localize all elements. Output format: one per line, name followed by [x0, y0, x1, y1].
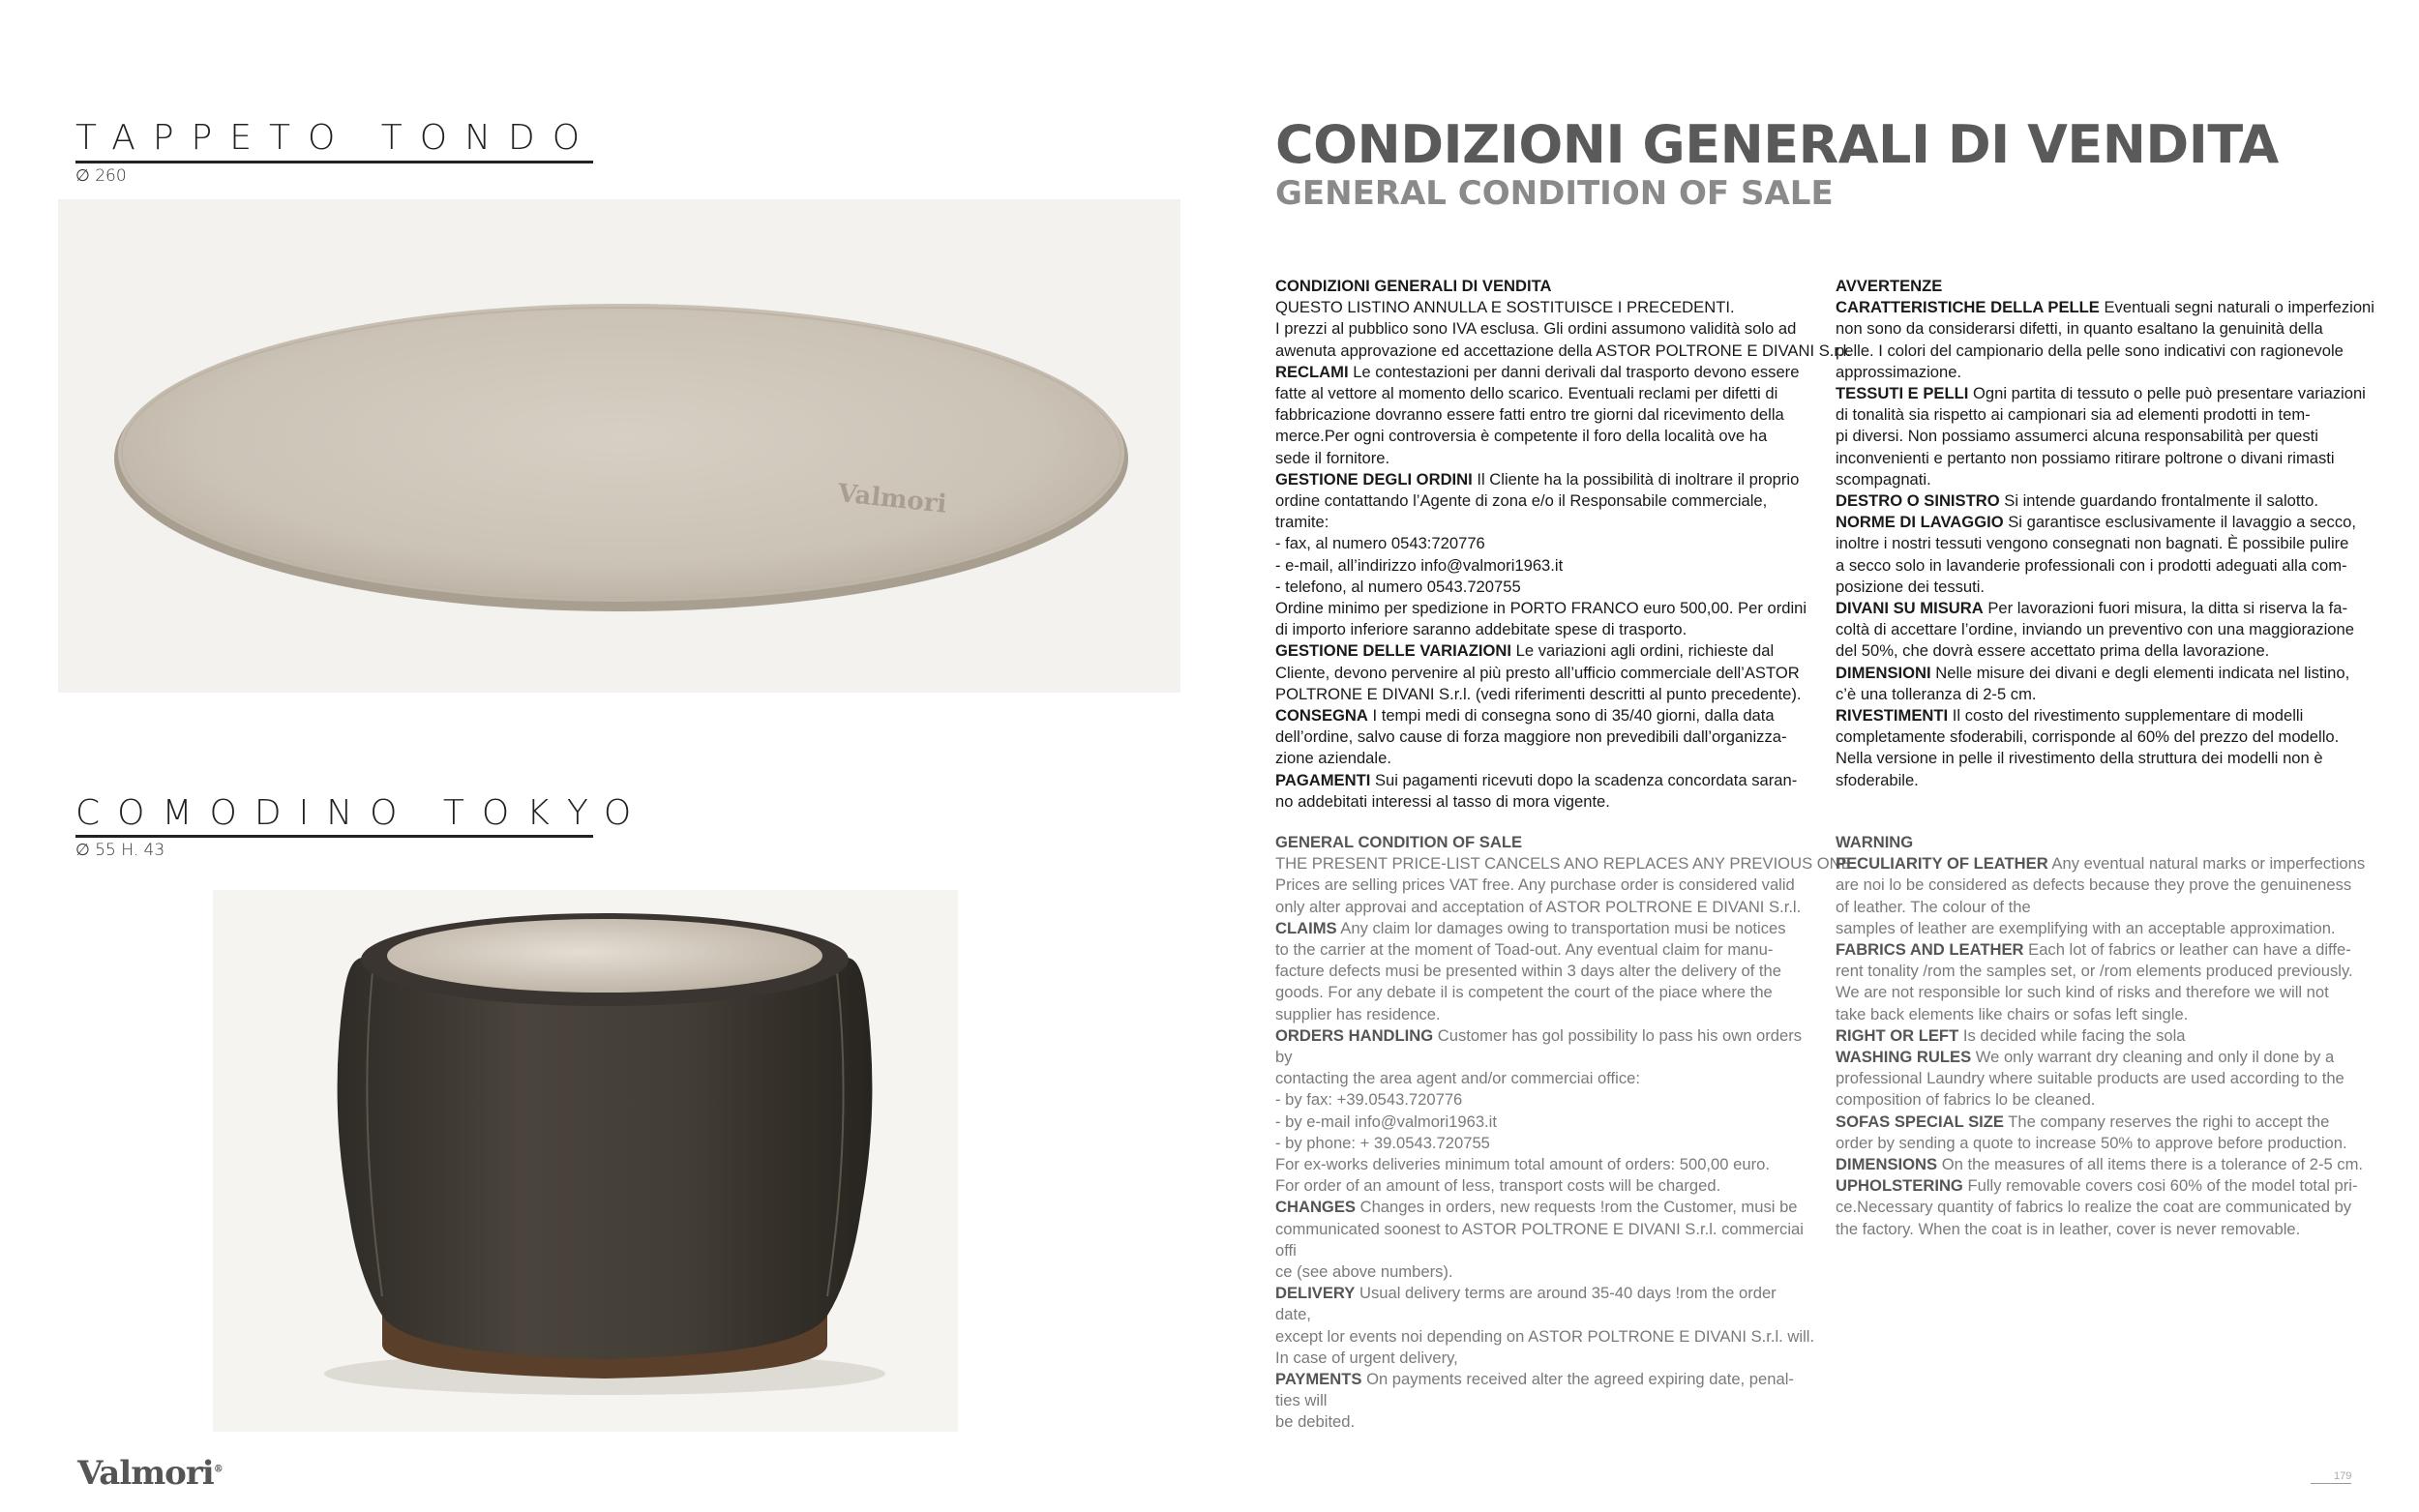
text-line	[1275, 640, 1803, 662]
text-line	[1275, 1154, 1803, 1175]
brand-logo	[77, 1454, 223, 1493]
text-line	[1275, 1175, 1803, 1197]
clause-text: composition of fabrics lo be cleaned.	[1836, 1090, 2096, 1110]
clause-heading: CONDIZIONI GENERALI DI VENDITA	[1275, 277, 1552, 295]
clause-text: coltà di accettare l’ordine, inviando un preventivo con una maggiorazione	[1836, 620, 2354, 639]
text-line	[1836, 577, 2363, 598]
text-line	[1275, 705, 1803, 726]
text-line	[1275, 297, 1803, 318]
clause-text: take back elements like chairs or sofas left single.	[1836, 1004, 2189, 1023]
clause-text: Any eventual natural marks or imperfections	[2047, 854, 2366, 874]
text-line	[1275, 533, 1803, 554]
clause-heading: ORDERS HANDLING	[1275, 1025, 1434, 1045]
text-line	[1275, 1068, 1803, 1089]
text-line	[1836, 1133, 2363, 1154]
clause-text: ce (see above numbers).	[1275, 1262, 1453, 1282]
text-line	[1275, 404, 1803, 426]
clause-text: date,	[1275, 1305, 1311, 1324]
clause-text: completamente sfoderabili, corrisponde al 60% del prezzo del modello.	[1836, 727, 2340, 747]
clause-text: be debited.	[1275, 1412, 1356, 1432]
clause-heading: DELIVERY	[1275, 1284, 1356, 1303]
text-line	[1836, 918, 2363, 939]
clause-text: POLTRONE E DIVANI S.r.l. (vedi riferimenti descritti al punto precedente).	[1275, 684, 1802, 703]
clause-text: Si garantisce esclusivamente il lavaggio a secco,	[2003, 513, 2356, 532]
clause-heading: DESTRO O SINISTRO	[1836, 491, 2000, 511]
clause-text: sfoderabile.	[1836, 770, 1919, 789]
text-line	[1275, 1197, 1803, 1218]
text-line	[1836, 1025, 2363, 1047]
page-number: 179	[2311, 1470, 2351, 1484]
clause-text: di importo inferiore saranno addebitate spese di trasporto.	[1275, 620, 1687, 639]
text-line	[1275, 1004, 1803, 1025]
text-line	[1275, 426, 1803, 447]
clause-text: Is decided while facing the sola	[1958, 1025, 2186, 1045]
page-subtitle: GENERAL CONDITION OF SALE	[1275, 174, 1834, 213]
clause-text: di tonalità sia rispetto ai campionari sia ad elementi prodotti in tem-	[1836, 405, 2311, 425]
clause-text: We are not responsible lor such kind of risks and therefore we will not	[1836, 983, 2329, 1002]
round-rug-image	[58, 199, 1180, 693]
clause-heading: PECULIARITY OF LEATHER	[1836, 854, 2048, 874]
text-line	[1275, 577, 1803, 598]
text-line	[1275, 1047, 1803, 1068]
text-line	[1275, 448, 1803, 469]
text-line	[1836, 982, 2363, 1003]
text-line	[1275, 748, 1803, 769]
clause-text: Ogni partita di tessuto o pelle può presentare variazioni	[1968, 384, 2366, 403]
text-line	[1275, 1261, 1803, 1283]
text-line	[1275, 1089, 1803, 1111]
clause-heading: CARATTERISTICHE DELLA PELLE	[1836, 298, 2100, 317]
text-line	[1275, 791, 1803, 813]
clause-text: posizione dei tessuti.	[1836, 577, 1986, 596]
clause-text: Sui pagamenti ricevuti dopo la scadenza concordata saran-	[1370, 770, 1798, 789]
section-heading	[1836, 276, 2363, 297]
clause-text: contacting the area agent and/or commerciai office:	[1275, 1069, 1640, 1088]
clause-text: scompagnati.	[1836, 469, 1931, 489]
text-line	[1275, 897, 1803, 918]
clause-text: In case of urgent delivery,	[1275, 1348, 1458, 1367]
clause-text: I tempi medi di consegna sono di 35/40 giorni, dalla data	[1367, 706, 1775, 726]
text-line	[1836, 1112, 2363, 1133]
en-conditions-column	[1275, 832, 1857, 1434]
text-line	[1275, 875, 1803, 896]
clause-heading: CLAIMS	[1275, 918, 1337, 937]
clause-text: ordine contattando l’Agente di zona e/o il Responsabile commerciale,	[1275, 491, 1768, 511]
text-line	[1836, 853, 2366, 875]
clause-text: Any claim lor damages owing to transportation musi be notices	[1336, 918, 1786, 937]
page-title: CONDIZIONI GENERALI DI VENDITA	[1275, 114, 2279, 175]
text-line	[1836, 533, 2363, 554]
clause-text: On payments received alter the agreed expiring date, penal-	[1361, 1370, 1794, 1389]
clause-text: Si intende guardando frontalmente il salotto.	[1999, 491, 2318, 511]
clause-text: Each lot of fabrics or leather can have a diffe-	[2023, 940, 2351, 960]
text-line	[1836, 897, 2363, 918]
clause-text: Eventuali segni naturali o imperfezioni	[2099, 298, 2374, 317]
clause-text: professional Laundry where suitable products are used according to the	[1836, 1069, 2344, 1088]
brand-registered-mark: ®	[213, 1464, 223, 1475]
text-line	[1275, 341, 1851, 362]
clause-text: facture defects musi be presented within 3 days alter the delivery of the	[1275, 962, 1781, 981]
clause-text: Per lavorazioni fuori misura, la ditta si riserva la fa-	[1983, 599, 2347, 618]
clause-text: Ordine minimo per spedizione in PORTO FRANCO euro 500,00. Per ordini	[1275, 599, 1807, 618]
nightstand-image	[213, 890, 958, 1432]
section-heading	[1275, 832, 1803, 853]
clause-text: zione aziendale.	[1275, 749, 1391, 768]
clause-text: Il Cliente ha la possibilità di inoltrare il proprio	[1472, 469, 1800, 489]
clause-text: non sono da considerarsi difetti, in quanto esaltano la genuinità della	[1836, 319, 2323, 339]
clause-text: - by e-mail info@valmori1963.it	[1275, 1112, 1497, 1131]
clause-text: Le variazioni agli ordini, richieste dal	[1511, 641, 1775, 661]
text-line	[1275, 663, 1803, 684]
text-line	[1836, 961, 2363, 982]
it-warnings-column	[1836, 276, 2374, 791]
clause-text: samples of leather are exemplifying with an acceptable approximation.	[1836, 918, 2336, 937]
clause-text: pelle. I colori del campionario della pelle sono indicativi con ragionevole	[1836, 341, 2344, 360]
text-line	[1275, 619, 1803, 640]
clause-heading: DIVANI SU MISURA	[1836, 599, 1984, 618]
clause-heading: UPHOLSTERING	[1836, 1176, 1963, 1196]
clause-text: Nelle misure dei divani e degli elementi indicata nel listino,	[1930, 663, 2350, 682]
text-line	[1836, 1004, 2363, 1025]
clause-text: For ex-works deliveries minimum total amount of orders: 500,00 euro.	[1275, 1155, 1770, 1174]
clause-text: On the measures of all items there is a tolerance of 2-5 cm.	[1937, 1155, 2364, 1174]
clause-text: Le contestazioni per danni derivali dal trasporto devono essere	[1348, 362, 1800, 381]
text-line	[1836, 1175, 2363, 1197]
clause-text: tramite:	[1275, 513, 1329, 532]
clause-heading: GESTIONE DEGLI ORDINI	[1275, 469, 1473, 489]
clause-text: THE PRESENT PRICE-LIST CANCELS ANO REPLACES ANY PREVIOUS ONE.	[1275, 854, 1857, 874]
text-line	[1275, 1240, 1803, 1261]
clause-heading: RIVESTIMENTI	[1836, 706, 1949, 726]
text-line	[1836, 619, 2363, 640]
product-title-tappeto: TAPPETO TONDO	[75, 118, 598, 158]
clause-text: except lor events noi depending on ASTOR POLTRONE E DIVANI S.r.l. will.	[1275, 1326, 1815, 1346]
clause-text: merce.Per ogni controversia è competente il foro della località ove ha	[1275, 427, 1768, 446]
clause-text: dell’ordine, salvo cause di forza maggiore non prevedibili dall’organizza-	[1275, 727, 1787, 747]
clause-heading: DIMENSIONS	[1836, 1155, 1938, 1174]
text-line	[1275, 1369, 1803, 1390]
clause-text: c’è una tolleranza di 2-5 cm.	[1836, 684, 2037, 703]
text-line	[1275, 1025, 1803, 1047]
clause-text: approssimazione.	[1836, 362, 1962, 381]
clause-heading: CHANGES	[1275, 1198, 1356, 1217]
text-line	[1836, 341, 2363, 362]
text-line	[1836, 426, 2363, 447]
text-line	[1836, 684, 2363, 705]
clause-heading: FABRICS AND LEATHER	[1836, 940, 2024, 960]
text-line	[1275, 512, 1803, 533]
text-line	[1836, 939, 2363, 961]
clause-text: We only warrant dry cleaning and only il done by a	[1971, 1048, 2335, 1067]
product-dims-tappeto: ∅ 260	[75, 166, 127, 186]
clause-text: del 50%, che dovrà essere accettato prima della lavorazione.	[1836, 641, 2270, 661]
text-line	[1275, 918, 1803, 939]
clause-text: only alter approvai and acceptation of ASTOR POLTRONE E DIVANI S.r.l.	[1275, 897, 1802, 916]
clause-text: order by sending a quote to increase 50% to approve before production.	[1836, 1133, 2347, 1152]
clause-text: - e-mail, all’indirizzo info@valmori1963.it	[1275, 555, 1564, 575]
clause-heading: DIMENSIONI	[1836, 663, 1931, 682]
clause-text: fabbricazione dovranno essere fatti entro tre giorni dal ricevimento della	[1275, 405, 1784, 425]
text-line	[1275, 383, 1803, 404]
clause-text: Usual delivery terms are around 35-40 days !rom the order	[1355, 1284, 1777, 1303]
clause-text: - telefono, al numero 0543.720755	[1275, 577, 1521, 596]
clause-text: Fully removable covers cosi 60% of the model total pri-	[1962, 1176, 2358, 1196]
text-line	[1275, 362, 1803, 383]
clause-text: QUESTO LISTINO ANNULLA E SOSTITUISCE I PRECEDENTI.	[1275, 298, 1735, 317]
clause-text: sede il fornitore.	[1275, 448, 1390, 467]
text-line	[1836, 1068, 2363, 1089]
clause-heading: WARNING	[1836, 833, 1914, 851]
text-line	[1275, 318, 1803, 340]
text-line	[1275, 490, 1803, 512]
clause-text: awenuta approvazione ed accettazione della ASTOR POLTRONE E DIVANI S.r.l.	[1275, 341, 1851, 360]
clause-heading: GESTIONE DELLE VARIAZIONI	[1275, 641, 1512, 661]
text-line	[1275, 853, 1857, 875]
clause-heading: RIGHT OR LEFT	[1836, 1025, 1959, 1045]
clause-text: fatte al vettore al momento dello scarico. Eventuali reclami per difetti di	[1275, 384, 1778, 403]
clause-text: communicated soonest to ASTOR POLTRONE E DIVANI S.r.l. commerciai	[1275, 1219, 1804, 1238]
rug-photo	[58, 199, 1180, 693]
clause-heading: NORME DI LAVAGGIO	[1836, 513, 2004, 532]
section-heading	[1275, 276, 1803, 297]
text-line	[1836, 640, 2363, 662]
text-line	[1275, 469, 1803, 490]
text-line	[1836, 705, 2363, 726]
clause-heading: AVVERTENZE	[1836, 277, 1943, 295]
text-line	[1836, 448, 2363, 469]
it-conditions-column	[1275, 276, 1851, 813]
clause-heading: GENERAL CONDITION OF SALE	[1275, 833, 1523, 851]
text-line	[1836, 1047, 2363, 1068]
clause-text: of leather. The colour of the	[1836, 897, 2031, 916]
text-line	[1275, 684, 1803, 705]
clause-heading: RECLAMI	[1275, 362, 1349, 381]
text-line	[1836, 512, 2363, 533]
clause-heading: SOFAS SPECIAL SIZE	[1836, 1112, 2004, 1131]
clause-text: pi diversi. Non possiamo assumerci alcuna responsabilità per questi	[1836, 427, 2318, 446]
text-line	[1836, 297, 2374, 318]
brand-logo-text: Valmori	[77, 1454, 214, 1493]
section-heading	[1836, 832, 2363, 853]
clause-text: to the carrier at the moment of Toad-out. Any eventual claim for manu-	[1275, 940, 1774, 960]
clause-heading: PAGAMENTI	[1275, 770, 1371, 789]
clause-text: Changes in orders, new requests !rom the Customer, musi be	[1355, 1198, 1798, 1217]
clause-text: Customer has gol possibility lo pass his own orders	[1433, 1025, 1803, 1045]
text-line	[1836, 1089, 2363, 1111]
clause-text: goods. For any debate il is competent the court of the piace where the	[1275, 983, 1773, 1002]
clause-text: Cliente, devono pervenire al più presto all’ufficio commerciale dell’ASTOR	[1275, 663, 1800, 682]
text-line	[1275, 1326, 1815, 1348]
clause-text: by	[1275, 1048, 1293, 1067]
text-line	[1836, 748, 2363, 769]
clause-text: Prices are selling prices VAT free. Any purchase order is considered valid	[1275, 875, 1795, 895]
clause-text: inoltre i nostri tessuti vengono consegnati non bagnati. È possibile pulire	[1836, 534, 2349, 553]
clause-text: ce.Necessary quantity of fabrics lo realize the coat are communicated by	[1836, 1198, 2352, 1217]
clause-text: the factory. When the coat is in leather, cover is never removable.	[1836, 1219, 2301, 1238]
clause-text: - by phone: + 39.0543.720755	[1275, 1133, 1490, 1152]
clause-heading: CONSEGNA	[1275, 706, 1368, 726]
clause-text: rent tonality /rom the samples set, or /rom elements produced previously.	[1836, 962, 2353, 981]
text-line	[1836, 1154, 2363, 1175]
clause-text: are noi lo be considered as defects because they prove the genuineness	[1836, 875, 2352, 895]
clause-text: For order of an amount of less, transport costs will be charged.	[1275, 1176, 1721, 1196]
text-line	[1275, 555, 1803, 577]
text-line	[1836, 383, 2366, 404]
clause-text: ties will	[1275, 1391, 1328, 1410]
text-line	[1275, 1133, 1803, 1154]
text-line	[1275, 1219, 1803, 1240]
clause-text: Nella versione in pelle il rivestimento della struttura dei modelli non è	[1836, 749, 2323, 768]
clause-heading: WASHING RULES	[1836, 1048, 1972, 1067]
clause-text: no addebitati interessi al tasso di mora vigente.	[1275, 791, 1610, 811]
text-line	[1836, 663, 2363, 684]
text-line	[1275, 961, 1803, 982]
text-line	[1836, 469, 2363, 490]
text-line	[1275, 1112, 1803, 1133]
text-line	[1275, 1348, 1803, 1369]
text-line	[1275, 982, 1803, 1003]
text-line	[1836, 1197, 2363, 1218]
clause-heading: PAYMENTS	[1275, 1370, 1362, 1389]
text-line	[1836, 726, 2363, 748]
text-line	[1275, 1411, 1803, 1433]
en-warnings-column	[1836, 832, 2366, 1240]
text-line	[1275, 726, 1803, 748]
text-line	[1836, 598, 2363, 619]
clause-text: - fax, al numero 0543:720776	[1275, 534, 1485, 553]
clause-heading: TESSUTI E PELLI	[1836, 384, 1969, 403]
text-line	[1836, 555, 2363, 577]
text-line	[1275, 770, 1803, 791]
text-line	[1836, 318, 2363, 340]
clause-text: The company reserves the righi to accept the	[2003, 1112, 2330, 1131]
title-rule	[75, 161, 593, 163]
title-rule	[75, 835, 593, 838]
clause-text: inconvenienti e pertanto non possiamo ritirare poltrone o divani rimasti	[1836, 448, 2335, 467]
text-line	[1836, 490, 2363, 512]
clause-text: Il costo del rivestimento supplementare di modelli	[1948, 706, 2304, 726]
text-line	[1275, 1304, 1803, 1325]
clause-text: offi	[1275, 1240, 1297, 1260]
product-title-comodino: COMODINO TOKYO	[75, 793, 649, 833]
clause-text: supplier has residence.	[1275, 1004, 1441, 1023]
clause-text: - by fax: +39.0543.720776	[1275, 1090, 1463, 1110]
text-line	[1275, 1283, 1803, 1304]
product-dims-comodino: ∅ 55 H. 43	[75, 841, 165, 860]
clause-text: a secco solo in lavanderie professionali con i prodotti adeguati alla com-	[1836, 555, 2347, 575]
text-line	[1836, 362, 2363, 383]
text-line	[1275, 598, 1807, 619]
text-line	[1275, 1390, 1803, 1411]
text-line	[1836, 1219, 2363, 1240]
text-line	[1836, 770, 2363, 791]
text-line	[1836, 875, 2363, 896]
text-line	[1836, 404, 2363, 426]
clause-text: I prezzi al pubblico sono IVA esclusa. Gli ordini assumono validità solo ad	[1275, 319, 1797, 339]
nightstand-photo	[213, 890, 958, 1432]
rug-embossed-logo: Valmori	[836, 479, 948, 519]
text-line	[1275, 939, 1803, 961]
